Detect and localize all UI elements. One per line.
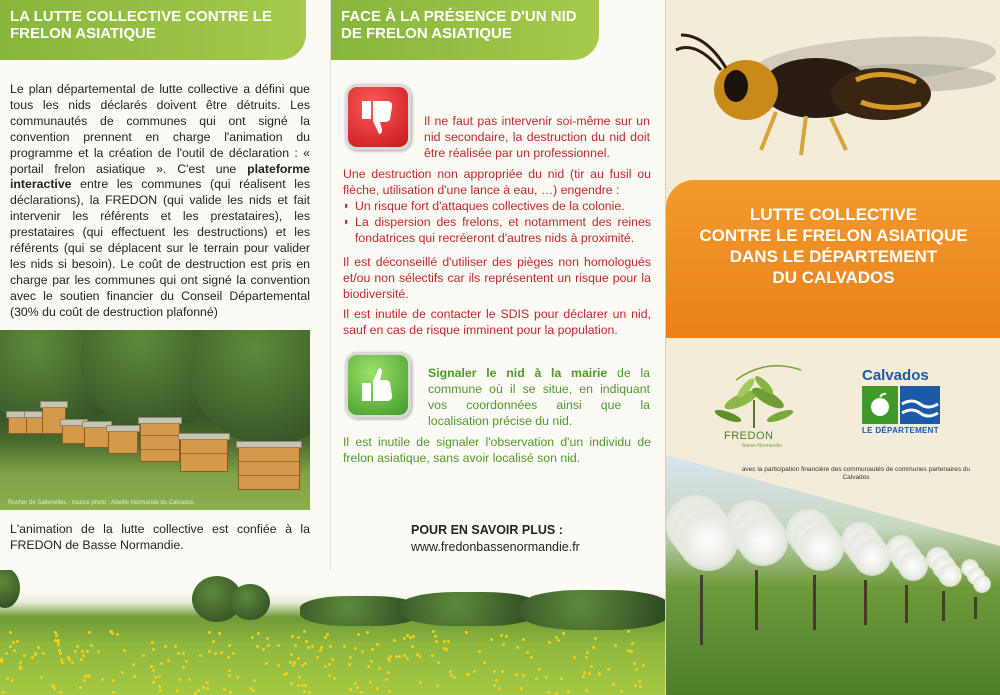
list-item — [343, 214, 651, 246]
flower-dot — [133, 675, 136, 678]
flower-dot — [292, 664, 295, 667]
flower-dot — [178, 678, 181, 681]
flower-dot — [158, 685, 161, 688]
flower-dot — [82, 654, 85, 657]
flower-dot — [435, 640, 438, 643]
flower-dot — [388, 659, 391, 662]
flower-dot — [61, 661, 64, 664]
flower-dot — [357, 633, 360, 636]
flower-dot — [112, 691, 115, 694]
flower-dot — [291, 635, 294, 638]
intro-text-part1: Le plan départemental de lutte collective a défini que tous les nids déclarés doivent être détruits. Les communautés de communes qui ont signé la convention prennent en charge l'animation du programme et la création de l'outil de déclaration : « portail frelon asiatique ». C'est une — [10, 82, 310, 176]
flower-dot — [55, 634, 58, 637]
flower-dot — [620, 690, 623, 693]
flower-dot — [445, 648, 448, 651]
intro-text-bold: plateforme interactive — [10, 161, 310, 192]
flower-dot — [214, 652, 217, 655]
flower-dot — [228, 674, 231, 677]
flower-dot — [388, 690, 391, 693]
flower-dot — [324, 665, 327, 668]
thumbs-down-icon — [345, 84, 411, 150]
thumbs-up-icon — [345, 352, 411, 418]
flower-dot — [19, 661, 22, 664]
flower-dot — [393, 639, 396, 642]
section-banner-presence-nid: FACE À LA PRÉSENCE D'UN NID DE FRELON ASIATIQUE — [331, 0, 599, 60]
flower-dot — [567, 690, 570, 693]
flower-dot — [329, 645, 332, 648]
flower-dot — [13, 649, 16, 652]
flower-dot — [560, 677, 563, 680]
orchard-photo — [666, 455, 1000, 695]
flower-dot — [501, 670, 504, 673]
title-line: DU CALVADOS — [772, 268, 895, 287]
flower-dot — [277, 644, 280, 647]
flower-dot — [557, 639, 560, 642]
flower-dot — [194, 692, 197, 695]
flower-dot — [502, 643, 505, 646]
flower-dot — [354, 682, 357, 685]
flower-dot — [447, 640, 450, 643]
flower-dot — [627, 649, 630, 652]
fredon-subtitle: Basse-Normandie — [742, 443, 783, 449]
flower-dot — [297, 684, 300, 687]
flower-dot — [256, 645, 259, 648]
flower-dot — [522, 674, 525, 677]
flower-dot — [53, 687, 56, 690]
flower-dot — [319, 649, 322, 652]
flower-dot — [59, 652, 62, 655]
flower-dot — [316, 656, 319, 659]
flower-dot — [277, 664, 280, 667]
flower-dot — [522, 638, 525, 641]
warning-professional: Il ne faut pas intervenir soi-même sur un nid secondaire, la destruction du nid doit être réalisée par un professionnel. — [424, 114, 650, 160]
flower-dot — [633, 662, 636, 665]
flower-dot — [545, 676, 548, 679]
flower-dot — [220, 651, 223, 654]
list-item — [343, 198, 651, 214]
flower-dot — [208, 631, 211, 634]
flower-dot — [538, 668, 541, 671]
flower-dot — [520, 687, 523, 690]
flower-dot — [90, 644, 93, 647]
flower-dot — [385, 678, 388, 681]
flower-dot — [177, 652, 180, 655]
flower-dot — [590, 665, 593, 668]
flower-dot — [97, 650, 100, 653]
flower-dot — [83, 679, 86, 682]
flower-dot — [304, 684, 307, 687]
flower-dot — [11, 679, 14, 682]
flower-dot — [9, 631, 12, 634]
flower-dot — [229, 691, 232, 694]
flower-dot — [324, 636, 327, 639]
flower-dot — [34, 652, 37, 655]
title-line: CONTRE LE FRELON ASIATIQUE — [699, 226, 968, 245]
blossom-tree — [938, 563, 962, 587]
flower-dot — [212, 640, 215, 643]
flower-dot — [505, 635, 508, 638]
flower-dot — [208, 650, 211, 653]
flower-dot — [154, 676, 157, 679]
flower-dot — [356, 686, 359, 689]
flower-dot — [638, 680, 641, 683]
flower-dot — [607, 668, 610, 671]
flower-dot — [328, 674, 331, 677]
flower-dot — [432, 630, 435, 633]
flower-dot — [594, 637, 597, 640]
flower-dot — [635, 668, 638, 671]
right-panel — [665, 0, 1000, 695]
meadow-photo — [0, 570, 665, 695]
flower-dot — [206, 687, 209, 690]
flower-dot — [152, 669, 155, 672]
flower-dot — [59, 691, 62, 694]
bullet-text: Un risque fort d'attaques collectives de la colonie. — [355, 199, 625, 213]
flower-dot — [473, 670, 476, 673]
flower-dot — [294, 644, 297, 647]
flower-dot — [227, 656, 230, 659]
signal-mairie — [428, 365, 650, 429]
apiary-photo — [0, 330, 310, 510]
flower-dot — [562, 632, 565, 635]
flower-dot — [283, 673, 286, 676]
hornet-photo — [666, 20, 1000, 160]
flower-dot — [79, 686, 82, 689]
flower-dot — [585, 656, 588, 659]
flower-dot — [182, 666, 185, 669]
flower-dot — [290, 653, 293, 656]
flower-dot — [333, 677, 336, 680]
flower-dot — [614, 644, 617, 647]
flower-dot — [387, 671, 390, 674]
flower-dot — [228, 669, 231, 672]
flower-dot — [526, 651, 529, 654]
tree-trunk — [755, 570, 758, 630]
flower-dot — [376, 643, 379, 646]
bullet-icon: ◗ — [343, 216, 350, 228]
flower-dot — [490, 638, 493, 641]
flower-dot — [631, 642, 634, 645]
flower-dot — [411, 645, 414, 648]
flower-dot — [598, 673, 601, 676]
flower-dot — [152, 681, 155, 684]
flower-dot — [418, 655, 421, 658]
section-banner-lutte-collective: LA LUTTE COLLECTIVE CONTRE LE FRELON ASIATIQUE — [0, 0, 306, 60]
flower-dot — [627, 630, 630, 633]
flower-dot — [592, 646, 595, 649]
flower-dot — [228, 644, 231, 647]
flower-dot — [206, 681, 209, 684]
flower-dot — [297, 657, 300, 660]
flower-dot — [349, 688, 352, 691]
flower-dot — [151, 641, 154, 644]
flower-dot — [588, 672, 591, 675]
fredon-name: FREDON — [724, 430, 774, 442]
flower-dot — [42, 652, 45, 655]
flower-dot — [642, 664, 645, 667]
flower-dot — [370, 660, 373, 663]
flower-dot — [12, 641, 15, 644]
blossom-tree — [798, 525, 844, 571]
tree-trunk — [905, 585, 908, 623]
flower-dot — [343, 645, 346, 648]
warning-sdis: Il est inutile de contacter le SDIS pour déclarer un nid, sauf en cas de risque imminent pour la population. — [343, 307, 651, 337]
calvados-name: Calvados — [862, 367, 929, 384]
flower-dot — [185, 660, 188, 663]
tree-trunk — [700, 575, 703, 645]
flower-dot — [450, 674, 453, 677]
flower-dot — [54, 639, 57, 642]
signal-mairie-rest: de la commune où il se situe, en indiquant vos coordonnées ainsi que la localisation précise du nid. — [428, 366, 650, 428]
flower-dot — [251, 636, 254, 639]
flower-dot — [297, 636, 300, 639]
flower-dot — [548, 641, 551, 644]
flower-dot — [6, 677, 9, 680]
flower-dot — [453, 676, 456, 679]
flower-dot — [158, 675, 161, 678]
flower-dot — [303, 630, 306, 633]
flower-dot — [174, 645, 177, 648]
flower-dot — [74, 650, 77, 653]
flower-dot — [16, 640, 19, 643]
flower-dot — [40, 676, 43, 679]
flower-dot — [290, 682, 293, 685]
flower-dot — [361, 650, 364, 653]
flower-dot — [160, 662, 163, 665]
flower-dot — [437, 661, 440, 664]
calvados-subtitle: LE DÉPARTEMENT — [862, 426, 939, 435]
bullet-text: La dispersion des frelons, et notamment des reines fondatrices qui recréeront d'autres nids à proximité. — [355, 215, 651, 245]
flower-dot — [466, 673, 469, 676]
flower-dot — [81, 650, 84, 653]
website-link[interactable]: www.fredonbassenormandie.fr — [411, 540, 580, 554]
blossom-tree — [738, 516, 788, 566]
flower-dot — [37, 646, 40, 649]
flower-dot — [9, 645, 12, 648]
flower-dot — [483, 661, 486, 664]
flower-dot — [436, 684, 439, 687]
flower-dot — [188, 678, 191, 681]
flower-dot — [376, 687, 379, 690]
flower-dot — [123, 649, 126, 652]
flower-dot — [573, 656, 576, 659]
flower-dot — [76, 645, 79, 648]
flower-dot — [630, 650, 633, 653]
flower-dot — [403, 637, 406, 640]
tree-trunk — [864, 580, 867, 625]
flower-dot — [159, 689, 162, 692]
partner-note: avec la participation financière des communautés de communes partenaires du Calvados — [741, 466, 971, 481]
flower-dot — [328, 663, 331, 666]
flower-dot — [478, 650, 481, 653]
flower-dot — [23, 654, 26, 657]
flower-dot — [449, 670, 452, 673]
flower-dot — [639, 685, 642, 688]
flower-dot — [266, 637, 269, 640]
flower-dot — [150, 665, 153, 668]
flower-dot — [5, 652, 8, 655]
bullet-icon: ◗ — [343, 200, 350, 212]
flower-dot — [87, 674, 90, 677]
flower-dot — [495, 679, 498, 682]
flower-dot — [265, 662, 268, 665]
flower-dot — [307, 646, 310, 649]
flower-dot — [257, 632, 260, 635]
flower-dot — [465, 631, 468, 634]
more-info — [411, 522, 580, 556]
flower-dot — [585, 689, 588, 692]
flower-dot — [232, 652, 235, 655]
flower-dot — [304, 662, 307, 665]
flower-dot — [253, 679, 256, 682]
flower-dot — [2, 691, 5, 694]
blossom-tree — [973, 575, 991, 593]
flower-dot — [57, 639, 60, 642]
flower-dot — [409, 636, 412, 639]
intro-paragraph — [10, 82, 310, 321]
tree-trunk — [974, 597, 977, 619]
flower-dot — [530, 656, 533, 659]
flower-dot — [202, 686, 205, 689]
blossom-tree — [898, 551, 928, 581]
flower-dot — [252, 689, 255, 692]
flower-dot — [349, 656, 352, 659]
flower-dot — [197, 689, 200, 692]
tree-trunk — [813, 575, 816, 630]
flower-dot — [182, 652, 185, 655]
tree-trunk — [942, 591, 945, 621]
flower-dot — [218, 632, 221, 635]
flower-dot — [515, 673, 518, 676]
flower-dot — [348, 663, 351, 666]
flower-dot — [493, 684, 496, 687]
flower-dot — [0, 658, 3, 661]
flower-dot — [262, 648, 265, 651]
flower-dot — [305, 640, 308, 643]
flower-dot — [112, 679, 115, 682]
flower-dot — [612, 683, 615, 686]
flower-dot — [431, 654, 434, 657]
warning-traps: Il est déconseillé d'utiliser des pièges non homologués et/ou non sélectifs car ils représentent un risque pour la biodiversité. — [343, 255, 651, 301]
flower-dot — [354, 647, 357, 650]
closing-paragraph: L'animation de la lutte collective est confiée à la FREDON de Basse Normandie. — [10, 522, 310, 552]
intro-text-part2: entre les communes (qui réalisent les déclarations), la FREDON (qui valide les nids et fait intervenir les référents et les prestataires), les prestataires (qui effectuent les destructions) et les référents (qui se déplacent sur le terrain pour valider les nids si besoin). Le coût de destruction est pris en charge par les communes qui ont signé la convention avec le soutien financier du Conseil Départemental (30% du coût de destruction plafonné) — [10, 177, 310, 319]
flower-dot — [301, 664, 304, 667]
flower-dot — [406, 657, 409, 660]
warning-destruction — [343, 166, 651, 246]
flower-dot — [57, 643, 60, 646]
flower-dot — [223, 688, 226, 691]
flower-dot — [331, 658, 334, 661]
flower-dot — [493, 670, 496, 673]
flower-dot — [167, 659, 170, 662]
flower-dot — [634, 684, 637, 687]
flower-dot — [398, 655, 401, 658]
signal-individu: Il est inutile de signaler l'observation d'un individu de frelon asiatique, sans avoir localisé son nid. — [343, 435, 651, 465]
flower-dot — [31, 656, 34, 659]
flower-dot — [121, 671, 124, 674]
brochure-title — [666, 180, 1000, 338]
flower-dot — [498, 687, 501, 690]
title-line: LUTTE COLLECTIVE — [749, 205, 918, 224]
flower-dot — [403, 654, 406, 657]
flower-dot — [176, 689, 179, 692]
signal-mairie-bold: Signaler le nid à la mairie — [428, 366, 608, 380]
more-info-title: POUR EN SAVOIR PLUS : — [411, 523, 563, 537]
flower-dot — [535, 677, 538, 680]
flower-dot — [298, 676, 301, 679]
flower-dot — [583, 671, 586, 674]
flower-dot — [369, 681, 372, 684]
flower-dot — [267, 644, 270, 647]
calvados-apple-logo — [862, 386, 940, 424]
flower-dot — [371, 648, 374, 651]
flower-dot — [116, 633, 119, 636]
title-line: DANS LE DÉPARTEMENT — [729, 247, 938, 266]
flower-dot — [80, 658, 83, 661]
flower-dot — [51, 685, 54, 688]
photo-caption: Rucher de Sallenelles - source photo : Abeille Normande du Calvados — [8, 500, 194, 506]
flower-dot — [516, 646, 519, 649]
flower-dot — [412, 635, 415, 638]
flower-dot — [434, 635, 437, 638]
flower-dot — [132, 663, 135, 666]
flower-dot — [586, 651, 589, 654]
flower-dot — [378, 667, 381, 670]
flower-dot — [142, 654, 145, 657]
flower-dot — [555, 692, 558, 695]
flower-dot — [419, 681, 422, 684]
flower-dot — [152, 648, 155, 651]
flower-dot — [164, 645, 167, 648]
flower-dot — [320, 646, 323, 649]
flower-dot — [101, 678, 104, 681]
flower-dot — [367, 665, 370, 668]
flower-dot — [582, 675, 585, 678]
flower-dot — [199, 654, 202, 657]
flower-dot — [500, 634, 503, 637]
flower-dot — [236, 676, 239, 679]
flower-dot — [308, 691, 311, 694]
flower-dot — [555, 636, 558, 639]
warning-destruction-intro: Une destruction non appropriée du nid (tir au fusil ou flèche, utilisation d'une lance à eau, …) engendre : — [343, 167, 651, 197]
flower-dot — [311, 645, 314, 648]
flower-dot — [303, 690, 306, 693]
flower-dot — [547, 691, 550, 694]
flower-dot — [86, 650, 89, 653]
flower-dot — [71, 661, 74, 664]
flower-dot — [360, 691, 363, 694]
flower-dot — [366, 631, 369, 634]
flower-dot — [88, 631, 91, 634]
blossom-tree — [853, 538, 891, 576]
